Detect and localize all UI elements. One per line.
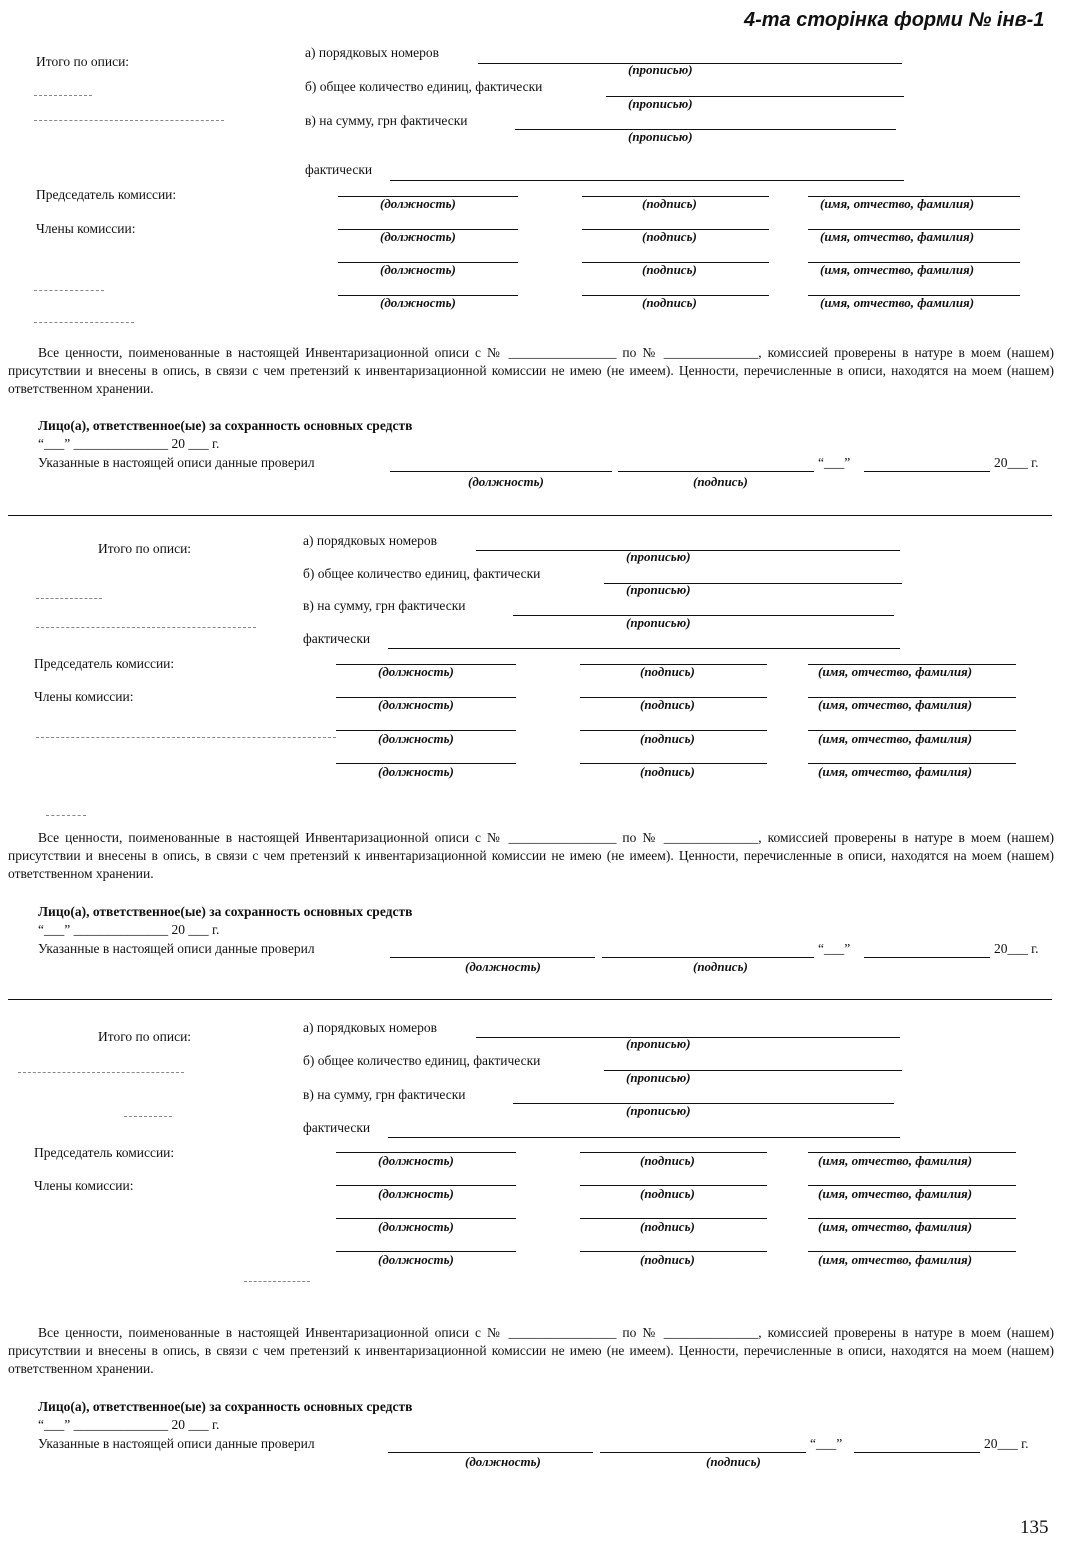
signature-caption: (подпись)	[706, 1454, 761, 1469]
position-caption: (должность)	[378, 731, 454, 746]
scan-artifact	[36, 627, 256, 628]
actual-label: фактически	[305, 162, 373, 177]
sum-field[interactable]	[513, 1103, 894, 1104]
scan-artifact	[34, 322, 134, 323]
full-name-caption: (имя, отчество, фамилия)	[820, 196, 975, 211]
itogo-label: Итого по описи:	[36, 54, 130, 69]
in-words-caption: (прописью)	[626, 1103, 691, 1118]
in-words-caption: (прописью)	[626, 615, 691, 630]
position-caption: (должность)	[378, 1219, 454, 1234]
checker-signature-field[interactable]	[600, 1452, 806, 1453]
scan-artifact	[34, 95, 92, 96]
chairman-label: Председатель комиссии:	[36, 187, 177, 202]
full-name-caption: (имя, отчество, фамилия)	[818, 1252, 973, 1267]
actual-field[interactable]	[388, 648, 900, 649]
sum-field[interactable]	[515, 129, 896, 130]
scan-artifact	[18, 1072, 184, 1073]
custody-statement: Все ценности, поименованные в настоящей Инвентаризационной описи с № ________________ по № ______________, комиссией проверены в натуре в моем (нашем) присутствии и внесены в опись, в связи с чем претензий к инвентаризационной комиссии не имею (не имеем). Ценности, перечисленные в описи, находятся на моем (нашем) ответственном хранении.	[8, 345, 1054, 396]
position-caption: (должность)	[378, 1153, 454, 1168]
ordinal-numbers-label: а) порядковых номеров	[305, 45, 439, 60]
signature-caption: (подпись)	[640, 764, 695, 779]
itogo-label: Итого по описи:	[98, 541, 192, 556]
signature-caption: (подпись)	[640, 664, 695, 679]
month-field[interactable]	[854, 1452, 980, 1453]
block-separator	[8, 515, 1052, 516]
actual-field[interactable]	[388, 1137, 900, 1138]
signature-caption: (подпись)	[640, 1186, 695, 1201]
full-name-caption: (имя, отчество, фамилия)	[820, 229, 975, 244]
in-words-caption: (прописью)	[628, 96, 693, 111]
date-line: “___” ______________ 20 ___ г.	[38, 436, 220, 451]
position-caption: (должность)	[378, 764, 454, 779]
block-separator	[8, 999, 1052, 1000]
signature-caption: (подпись)	[640, 731, 695, 746]
date-line: “___” ______________ 20 ___ г.	[38, 1417, 220, 1432]
ordinal-numbers-label: а) порядковых номеров	[303, 533, 437, 548]
signature-caption: (подпись)	[642, 196, 697, 211]
members-label: Члены комиссии:	[36, 221, 136, 236]
position-caption: (должность)	[380, 229, 456, 244]
chairman-label: Председатель комиссии:	[34, 656, 175, 671]
itogo-label: Итого по описи:	[98, 1029, 192, 1044]
year-field[interactable]: 20___ г.	[984, 1436, 1029, 1451]
position-caption: (должность)	[378, 1252, 454, 1267]
year-field[interactable]: 20___ г.	[994, 941, 1039, 956]
position-caption: (должность)	[465, 959, 541, 974]
scan-artifact	[34, 120, 224, 121]
in-words-caption: (прописью)	[628, 62, 693, 77]
custody-statement: Все ценности, поименованные в настоящей Инвентаризационной описи с № ________________ по № ______________, комиссией проверены в натуре в моем (нашем) присутствии и внесены в опись, в связи с чем претензий к инвентаризационной комиссии не имею (не имеем). Ценности, перечисленные в описи, находятся на моем (нашем) ответственном хранении.	[8, 830, 1054, 881]
date-line: “___” ______________ 20 ___ г.	[38, 922, 220, 937]
scan-artifact	[244, 1281, 310, 1282]
signature-caption: (подпись)	[640, 1153, 695, 1168]
units-count-label: б) общее количество единиц, фактически	[303, 566, 541, 581]
full-name-caption: (имя, отчество, фамилия)	[818, 697, 973, 712]
scan-artifact	[34, 290, 104, 291]
position-caption: (должность)	[380, 262, 456, 277]
full-name-caption: (имя, отчество, фамилия)	[818, 1153, 973, 1168]
in-words-caption: (прописью)	[626, 582, 691, 597]
members-label: Члены комиссии:	[34, 1178, 134, 1193]
day-field[interactable]: “___”	[818, 455, 851, 470]
page-number: 135	[1020, 1517, 1049, 1538]
signature-caption: (подпись)	[640, 697, 695, 712]
month-field[interactable]	[864, 957, 990, 958]
scan-artifact	[46, 815, 86, 816]
actual-label: фактически	[303, 1120, 371, 1135]
year-field[interactable]: 20___ г.	[994, 455, 1039, 470]
form-page-title: 4-та сторінка форми № інв-1	[744, 9, 1045, 31]
position-caption: (должность)	[468, 474, 544, 489]
scan-artifact	[36, 598, 102, 599]
full-name-caption: (имя, отчество, фамилия)	[818, 1219, 973, 1234]
scan-artifact	[36, 737, 336, 738]
position-caption: (должность)	[378, 1186, 454, 1201]
position-caption: (должность)	[378, 697, 454, 712]
members-label: Члены комиссии:	[34, 689, 134, 704]
sum-label: в) на сумму, грн фактически	[305, 113, 468, 128]
full-name-caption: (имя, отчество, фамилия)	[818, 664, 973, 679]
responsible-persons-heading: Лицо(а), ответственное(ые) за сохранность основных средств	[38, 418, 413, 433]
position-caption: (должность)	[380, 196, 456, 211]
signature-caption: (подпись)	[642, 229, 697, 244]
in-words-caption: (прописью)	[626, 549, 691, 564]
checked-by-label: Указанные в настоящей описи данные проверил	[38, 455, 315, 470]
signature-caption: (подпись)	[640, 1252, 695, 1267]
custody-statement: Все ценности, поименованные в настоящей Инвентаризационной описи с № ________________ по № ______________, комиссией проверены в натуре в моем (нашем) присутствии и внесены в опись, в связи с чем претензий к инвентаризационной комиссии не имею (не имеем). Ценности, перечисленные в описи, находятся на моем (нашем) ответственном хранении.	[8, 1325, 1054, 1376]
checker-position-field[interactable]	[390, 957, 595, 958]
full-name-caption: (имя, отчество, фамилия)	[818, 764, 973, 779]
checked-by-label: Указанные в настоящей описи данные проверил	[38, 941, 315, 956]
position-caption: (должность)	[380, 295, 456, 310]
signature-caption: (подпись)	[642, 262, 697, 277]
month-field[interactable]	[864, 471, 990, 472]
actual-field[interactable]	[390, 180, 904, 181]
position-caption: (должность)	[465, 1454, 541, 1469]
checker-signature-field[interactable]	[618, 471, 814, 472]
signature-caption: (подпись)	[640, 1219, 695, 1234]
responsible-persons-heading: Лицо(а), ответственное(ые) за сохранность основных средств	[38, 1399, 413, 1414]
checker-position-field[interactable]	[388, 1452, 593, 1453]
scan-artifact	[124, 1116, 172, 1117]
position-caption: (должность)	[378, 664, 454, 679]
checker-signature-field[interactable]	[602, 957, 814, 958]
day-field[interactable]: “___”	[810, 1436, 843, 1451]
in-words-caption: (прописью)	[626, 1070, 691, 1085]
full-name-caption: (имя, отчество, фамилия)	[818, 1186, 973, 1201]
signature-caption: (подпись)	[642, 295, 697, 310]
full-name-caption: (имя, отчество, фамилия)	[820, 262, 975, 277]
day-field[interactable]: “___”	[818, 941, 851, 956]
in-words-caption: (прописью)	[628, 129, 693, 144]
sum-field[interactable]	[513, 615, 894, 616]
sum-label: в) на сумму, грн фактически	[303, 598, 466, 613]
checker-position-field[interactable]	[390, 471, 612, 472]
units-count-label: б) общее количество единиц, фактически	[303, 1053, 541, 1068]
responsible-persons-heading: Лицо(а), ответственное(ые) за сохранность основных средств	[38, 904, 413, 919]
actual-label: фактически	[303, 631, 371, 646]
chairman-label: Председатель комиссии:	[34, 1145, 175, 1160]
checked-by-label: Указанные в настоящей описи данные проверил	[38, 1436, 315, 1451]
signature-caption: (подпись)	[693, 474, 748, 489]
sum-label: в) на сумму, грн фактически	[303, 1087, 466, 1102]
full-name-caption: (имя, отчество, фамилия)	[818, 731, 973, 746]
in-words-caption: (прописью)	[626, 1036, 691, 1051]
signature-caption: (подпись)	[693, 959, 748, 974]
units-count-label: б) общее количество единиц, фактически	[305, 79, 543, 94]
ordinal-numbers-label: а) порядковых номеров	[303, 1020, 437, 1035]
full-name-caption: (имя, отчество, фамилия)	[820, 295, 975, 310]
